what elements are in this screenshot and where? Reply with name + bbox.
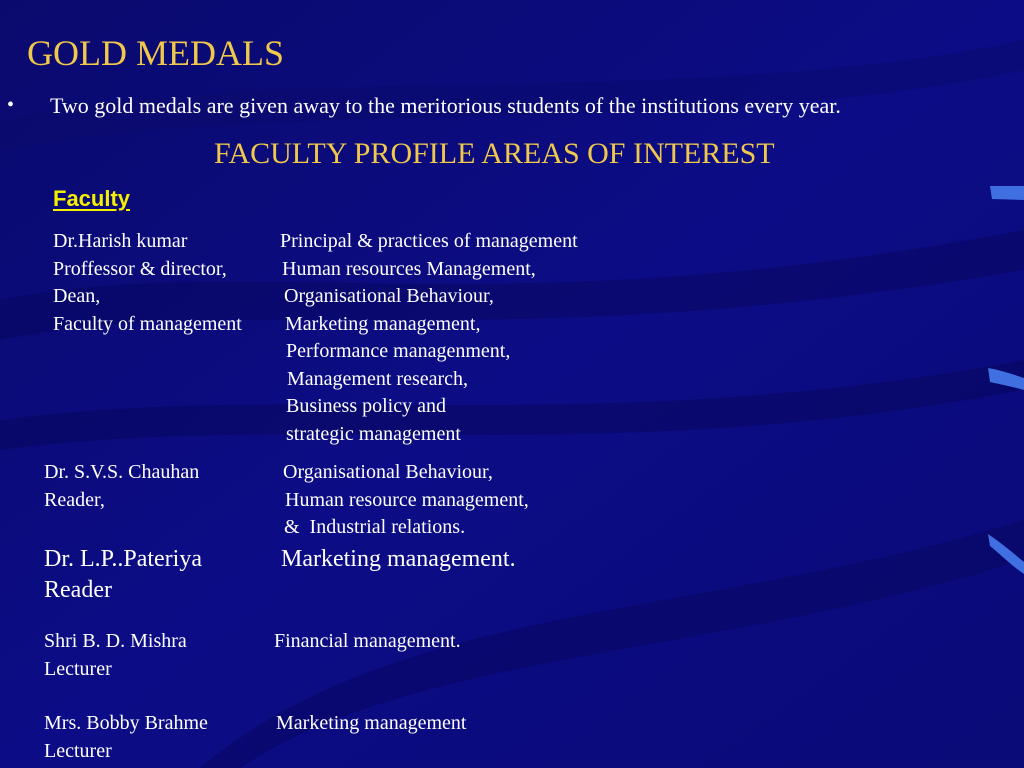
faculty-5-name	[44, 710, 208, 765]
bullet-marker: •	[7, 94, 15, 116]
interest-line: Business policy and	[286, 395, 446, 417]
name-line: Shri B. D. Mishra	[44, 630, 187, 652]
interest-line: Organisational Behaviour,	[284, 285, 494, 307]
name-line: Lecturer	[44, 657, 112, 680]
gold-medals-bullet: Two gold medals are given away to the meritorious students of the institutions every year.	[50, 93, 841, 118]
interest-line: Performance managenment,	[286, 340, 511, 362]
faculty-3-interests	[281, 544, 516, 575]
faculty-2-name	[44, 459, 199, 514]
interest-line: Marketing management	[276, 712, 467, 734]
interest-line: Principal & practices of management	[280, 230, 578, 252]
name-line: Dr. S.V.S. Chauhan	[44, 461, 200, 483]
section-subtitle: FACULTY PROFILE AREAS OF INTEREST	[214, 137, 775, 170]
interest-line: Human resource management,	[285, 488, 529, 511]
faculty-1-name	[53, 228, 242, 338]
name-line: Reader	[44, 577, 112, 603]
name-line: Dr. L.P..Pateriya	[44, 546, 202, 572]
interest-line: Financial management.	[274, 630, 461, 652]
faculty-3-name	[44, 544, 202, 606]
name-line: Mrs. Bobby Brahme	[44, 712, 208, 734]
faculty-1-interests	[280, 228, 578, 448]
interest-line: Management research,	[287, 367, 469, 390]
interest-line: Human resources Management,	[282, 257, 536, 280]
interest-line: & Industrial relations.	[284, 516, 466, 538]
name-line: Faculty of management	[53, 312, 242, 335]
interest-line: Marketing management,	[285, 312, 481, 335]
faculty-4-name	[44, 628, 187, 683]
interest-line: strategic management	[286, 422, 461, 445]
faculty-2-interests	[283, 459, 529, 542]
name-line: Dean,	[53, 285, 101, 307]
slide-title: GOLD MEDALS	[27, 33, 284, 73]
name-line: Proffessor & director,	[53, 257, 227, 280]
faculty-heading: Faculty	[53, 186, 131, 211]
interest-line: Organisational Behaviour,	[283, 461, 493, 483]
faculty-4-interests	[274, 628, 461, 656]
interest-line: Marketing management.	[281, 546, 516, 572]
name-line: Dr.Harish kumar	[53, 230, 188, 252]
name-line: Reader,	[44, 488, 105, 511]
name-line: Lecturer	[44, 739, 112, 762]
faculty-5-interests	[276, 710, 467, 738]
